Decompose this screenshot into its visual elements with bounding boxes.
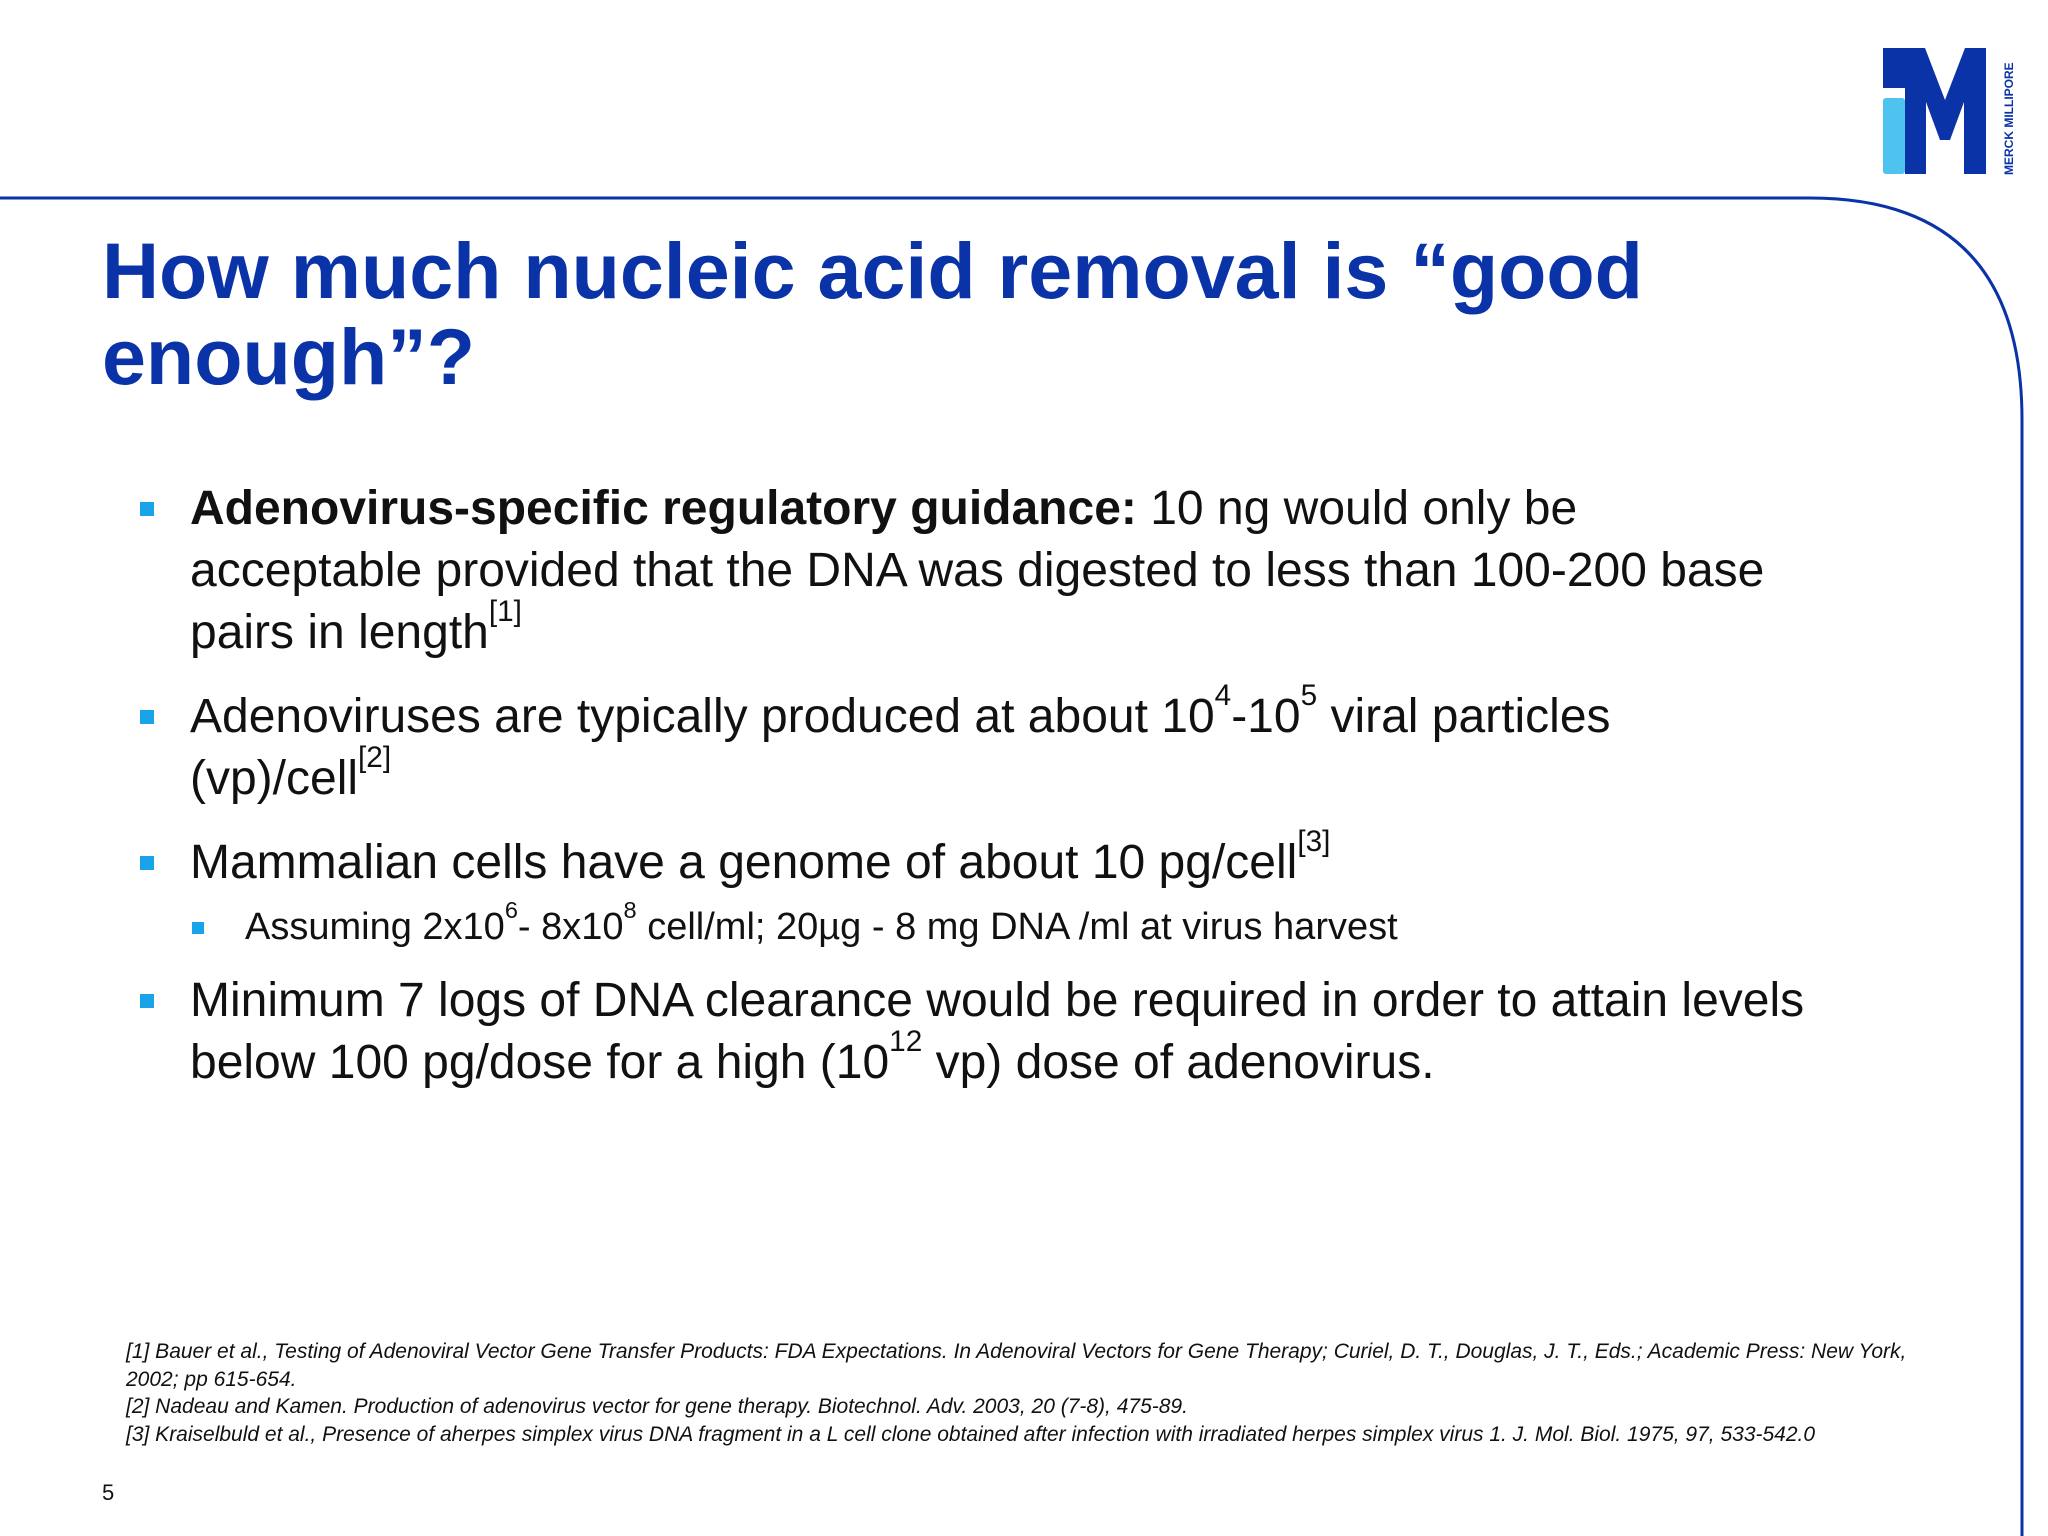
bullet-4-exponent: 12 bbox=[889, 1025, 923, 1059]
bullet-3-text: Mammalian cells have a genome of about 10 pg/cell bbox=[190, 836, 1298, 889]
bullet-2-exponent-b: 5 bbox=[1300, 679, 1318, 713]
bullet-item-3 bbox=[140, 825, 1820, 894]
sub-bullet-text-b: - 8x10 bbox=[517, 906, 624, 948]
sub-bullet-square-icon bbox=[192, 922, 204, 934]
bullet-square-icon bbox=[140, 994, 154, 1008]
sub-bullet-text-c: cell/ml; 20µg - 8 mg DNA /ml at virus harvest bbox=[636, 906, 1398, 948]
sub-bullet-text-a: Assuming 2x10 bbox=[245, 906, 505, 948]
bullet-1-text: 10 ng would only be acceptable provided that the DNA was digested to less than 100-200 base pairs in length bbox=[190, 482, 1765, 659]
page-number: 5 bbox=[102, 1480, 115, 1505]
bullet-item-2 bbox=[140, 679, 1820, 810]
bullet-list bbox=[140, 478, 1820, 1094]
slide-title: How much nucleic acid removal is “good enough”? bbox=[102, 226, 1643, 401]
reference-3: [3] Kraiselbuld et al., Presence of aherpes simplex virus DNA fragment in a L cell clone obtained after infection with irradiated herpes simplex virus 1. J. Mol. Biol. 1975, 97, 533-542.0 bbox=[126, 1422, 1816, 1446]
bullet-square-icon bbox=[140, 710, 154, 724]
merck-millipore-logo bbox=[1880, 40, 2020, 190]
sub-bullet-exponent-b: 8 bbox=[623, 896, 637, 923]
bullet-2-text-a: Adenoviruses are typically produced at about 10 bbox=[190, 690, 1215, 743]
bullet-4-text-b: vp) dose of adenovirus. bbox=[922, 1036, 1435, 1089]
bullet-item-4 bbox=[140, 970, 1820, 1094]
logo-wordmark: MERCK MILLIPORE bbox=[2002, 62, 2016, 175]
sub-bullet-item bbox=[140, 896, 1820, 952]
bullet-square-icon bbox=[140, 856, 154, 870]
bullet-1-lead: Adenovirus-specific regulatory guidance: bbox=[190, 482, 1137, 535]
bullet-square-icon bbox=[140, 502, 154, 516]
references bbox=[126, 1338, 1936, 1448]
bullet-2-text-c: viral particles (vp)/cell bbox=[190, 690, 1611, 805]
bullet-2-ref: [2] bbox=[358, 741, 392, 775]
reference-1: [1] Bauer et al., Testing of Adenoviral Vector Gene Transfer Products: FDA Expectations. In Adenoviral Vectors for Gene Therapy; Curiel, D. T., Douglas, J. T., Eds.; Academic Press: New York, 2002; pp 615-654. bbox=[126, 1340, 1907, 1391]
sub-bullet-exponent-a: 6 bbox=[504, 896, 518, 923]
bullet-3-ref: [3] bbox=[1297, 825, 1331, 859]
bullet-item-1 bbox=[140, 478, 1820, 664]
reference-2: [2] Nadeau and Kamen. Production of adenovirus vector for gene therapy. Biotechnol. Adv. 2003, 20 (7-8), 475-89. bbox=[126, 1395, 1188, 1418]
bullet-4-text-a: Minimum 7 logs of DNA clearance would be required in order to attain levels below 100 pg/dose for a high (10 bbox=[190, 974, 1805, 1089]
bullet-1-ref: [1] bbox=[488, 595, 522, 629]
bullet-2-exponent-a: 4 bbox=[1214, 679, 1232, 713]
bullet-2-text-b: -10 bbox=[1231, 690, 1301, 743]
